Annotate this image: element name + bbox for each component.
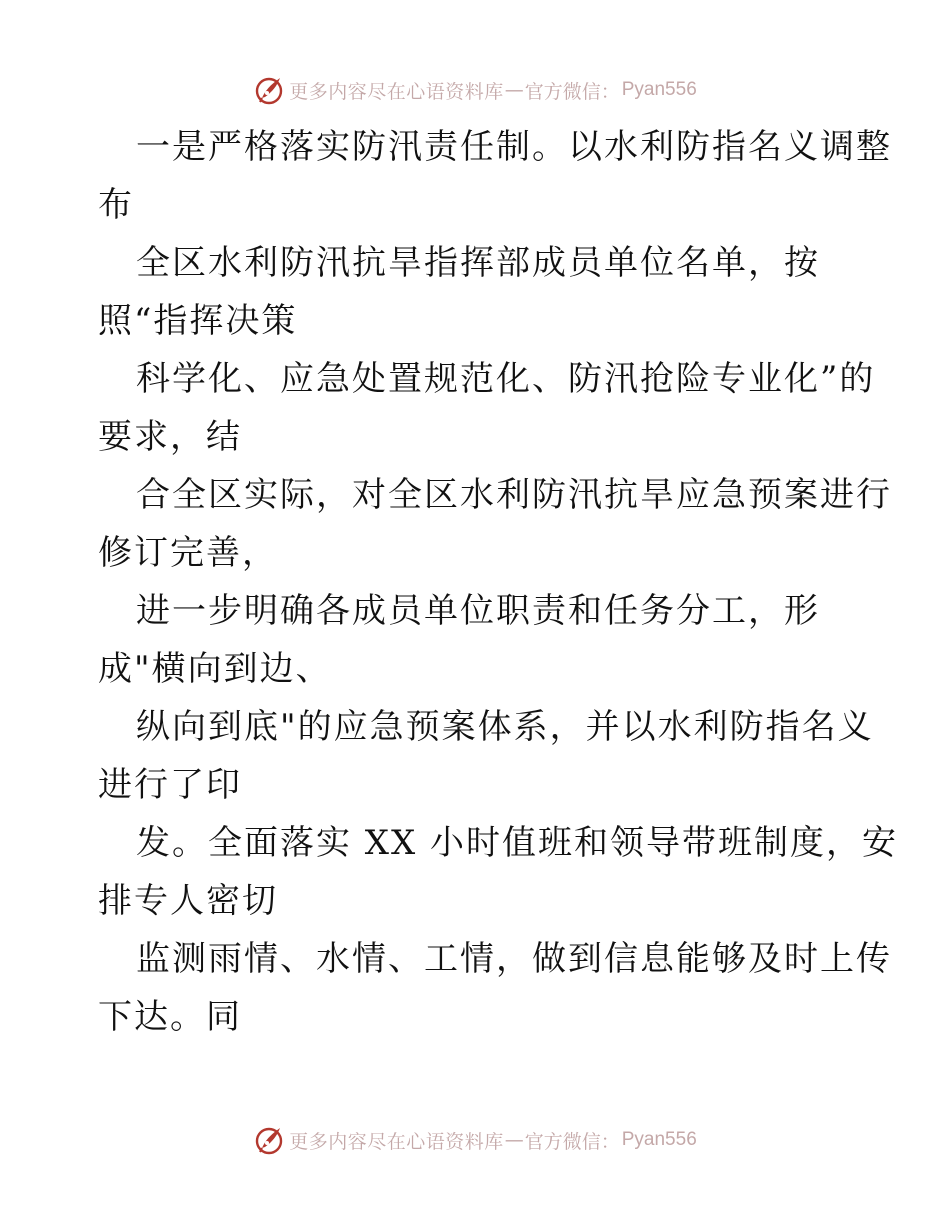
quill-pen-logo-icon bbox=[253, 1124, 285, 1156]
paragraph-line: 布 bbox=[98, 185, 134, 225]
paragraph bbox=[98, 350, 876, 466]
header-wechat-label: 官方微信： bbox=[524, 80, 620, 103]
header-site-text: 更多内容尽在心语资料库 bbox=[289, 80, 504, 103]
header-wechat-id: Pyan556 bbox=[621, 79, 697, 100]
paragraph-line: 一是严格落实防汛责任制。以水利防指名义调整 bbox=[136, 127, 892, 167]
paragraph bbox=[98, 118, 892, 234]
paragraph-line: 进行了印 bbox=[98, 765, 242, 805]
footer-banner bbox=[0, 1120, 950, 1160]
paragraph-line: 发。全面落实 XX 小时值班和领导带班制度，安 bbox=[136, 823, 899, 863]
paragraph-line: 科学化、应急处置规范化、防汛抢险专业化”的 bbox=[136, 359, 876, 399]
paragraph bbox=[98, 814, 899, 930]
header-banner bbox=[0, 70, 950, 110]
paragraph-line: 照“指挥决策 bbox=[98, 301, 298, 341]
paragraph-line: 下达。同 bbox=[98, 997, 242, 1037]
paragraph-line: 进一步明确各成员单位职责和任务分工，形 bbox=[136, 591, 820, 631]
paragraph bbox=[98, 582, 858, 698]
paragraph-line: 全区水利防汛抗旱指挥部成员单位名单，按 bbox=[136, 243, 820, 283]
paragraph-line: 排专人密切 bbox=[98, 881, 278, 921]
paragraph bbox=[98, 234, 858, 350]
paragraph bbox=[98, 466, 892, 582]
footer-separator: — bbox=[504, 1129, 524, 1151]
footer-wechat-label: 官方微信： bbox=[524, 1130, 620, 1153]
paragraph-line: 纵向到底"的应急预案体系，并以水利防指名义 bbox=[136, 707, 874, 747]
paragraph bbox=[98, 698, 874, 814]
paragraph bbox=[98, 930, 892, 1046]
footer-wechat-id: Pyan556 bbox=[621, 1129, 697, 1150]
paragraph-line: 成"横向到边、 bbox=[98, 649, 332, 689]
paragraph-line: 修订完善， bbox=[98, 533, 278, 573]
paragraph-line: 合全区实际，对全区水利防汛抗旱应急预案进行 bbox=[136, 475, 892, 515]
quill-pen-logo-icon bbox=[253, 74, 285, 106]
paragraph-line: 监测雨情、水情、工情，做到信息能够及时上传 bbox=[136, 939, 892, 979]
footer-site-text: 更多内容尽在心语资料库 bbox=[289, 1130, 504, 1153]
document-body bbox=[98, 118, 899, 1046]
header-separator: — bbox=[504, 79, 524, 101]
paragraph-line: 要求，结 bbox=[98, 417, 242, 457]
